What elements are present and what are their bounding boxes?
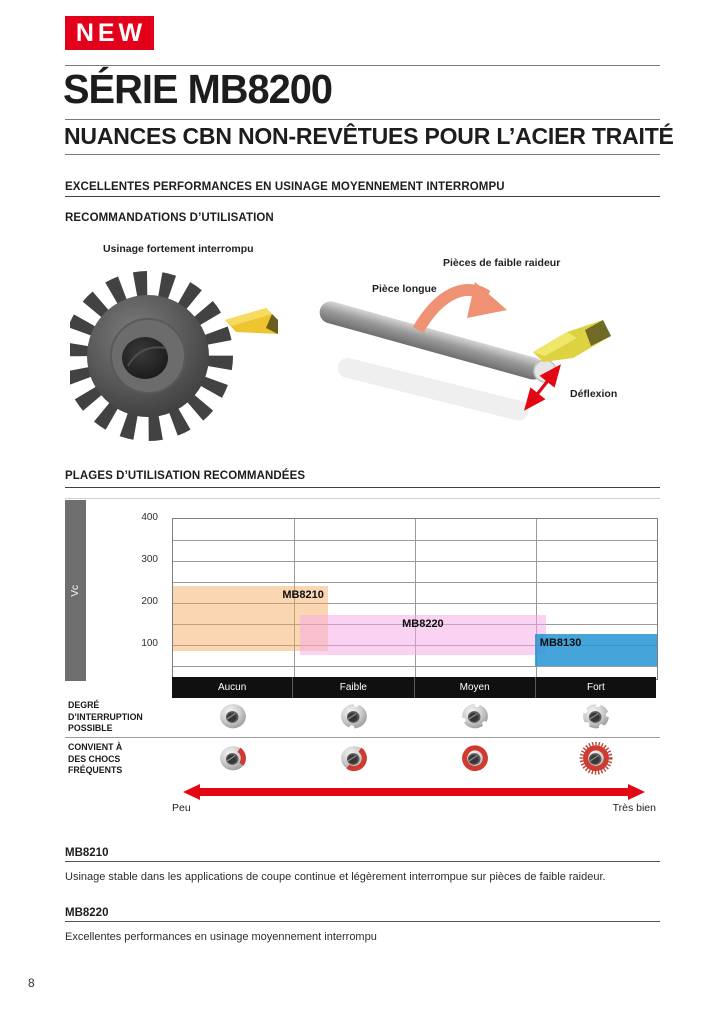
- shock-medium-gear-icon: [293, 740, 414, 778]
- performance-heading-rule: [65, 196, 660, 197]
- vc-axis-label: Vc: [70, 584, 81, 597]
- performance-heading: EXCELLENTES PERFORMANCES EN USINAGE MOYENNEMENT INTERROMPU: [65, 181, 505, 193]
- suitability-scale-arrow: [183, 784, 645, 800]
- deflection-illustration: [315, 254, 660, 454]
- scale-left-label: Peu: [172, 802, 191, 814]
- long-piece-label: Pièce longue: [372, 283, 437, 295]
- new-badge: [65, 16, 154, 50]
- arrow-bar: [197, 788, 631, 796]
- interrupted-gear-illustration: [70, 258, 305, 458]
- header-rule-bottom: [65, 154, 660, 155]
- chart-band-mb8220: [300, 615, 546, 655]
- chart-heading-rule: [65, 487, 660, 488]
- category-cell: Moyen: [414, 677, 535, 698]
- grade-mb8210-rule: [65, 861, 660, 862]
- gear-caption: Usinage fortement interrompu: [103, 243, 254, 255]
- band-label: MB8130: [539, 637, 582, 650]
- category-cell: Fort: [535, 677, 656, 698]
- y-axis-ticks: [120, 512, 166, 678]
- category-cell: Faible: [292, 677, 413, 698]
- rod-deflection-icon: [315, 254, 660, 454]
- header-rule-mid: [65, 119, 660, 120]
- chart-heading: PLAGES D’UTILISATION RECOMMANDÉES: [65, 470, 306, 482]
- chart-plot-area: [172, 518, 658, 680]
- shock-max-gear-icon: [535, 740, 656, 778]
- shock-row-label: CONVIENT À DES CHOCS FRÉQUENTS: [68, 742, 123, 775]
- page-title: SÉRIE MB8200: [63, 66, 333, 112]
- deflection-label: Déflexion: [570, 388, 618, 400]
- grade-mb8220-heading: MB8220: [65, 907, 109, 919]
- usage-illustrations: [65, 240, 660, 462]
- interruption-row-label: DEGRÉ D’INTERRUPTION POSSIBLE: [68, 700, 143, 733]
- shock-icons-row: [172, 740, 656, 778]
- new-badge-label: NEW: [75, 18, 147, 47]
- band-label: MB8220: [402, 618, 444, 631]
- grade-mb8210-description: Usinage stable dans les applications de coupe continue et légèrement interrompue sur pièces de faible raideur.: [65, 871, 606, 883]
- gear-with-insert-icon: [70, 258, 305, 458]
- collar-light-interruption-icon: [293, 698, 414, 736]
- category-cell: Aucun: [217, 682, 247, 693]
- vc-axis-bar: [65, 500, 86, 681]
- low-rigidity-label: Pièces de faible raideur: [443, 257, 561, 269]
- page-number: 8: [28, 976, 35, 990]
- collar-heavy-interruption-icon: [535, 698, 656, 736]
- arrow-right-head-icon: [628, 784, 645, 800]
- grade-mb8210-heading: MB8210: [65, 847, 109, 859]
- y-tick: 100: [141, 637, 158, 649]
- chart-band-mb8130: [535, 634, 657, 665]
- collar-no-interruption-icon: [172, 698, 293, 736]
- y-tick: 200: [141, 595, 158, 607]
- usage-range-chart: [65, 498, 660, 817]
- collar-medium-interruption-icon: [414, 698, 535, 736]
- scale-right-label: Très bien: [612, 802, 656, 814]
- band-label: MB8210: [282, 589, 324, 601]
- interruption-icons-row: [172, 698, 656, 736]
- category-axis-bar: [172, 677, 656, 698]
- page-subtitle: NUANCES CBN NON-REVÊTUES POUR L’ACIER TRAITÉ: [64, 123, 674, 149]
- recommendations-heading: RECOMMANDATIONS D’UTILISATION: [65, 212, 274, 224]
- grade-mb8220-description: Excellentes performances en usinage moyennement interrompu: [65, 931, 377, 943]
- y-tick: 400: [141, 512, 158, 523]
- shock-high-gear-icon: [414, 740, 535, 778]
- y-tick: 300: [141, 553, 158, 565]
- grade-mb8220-rule: [65, 921, 660, 922]
- matrix-row-divider: [65, 737, 660, 738]
- shock-low-gear-icon: [172, 740, 293, 778]
